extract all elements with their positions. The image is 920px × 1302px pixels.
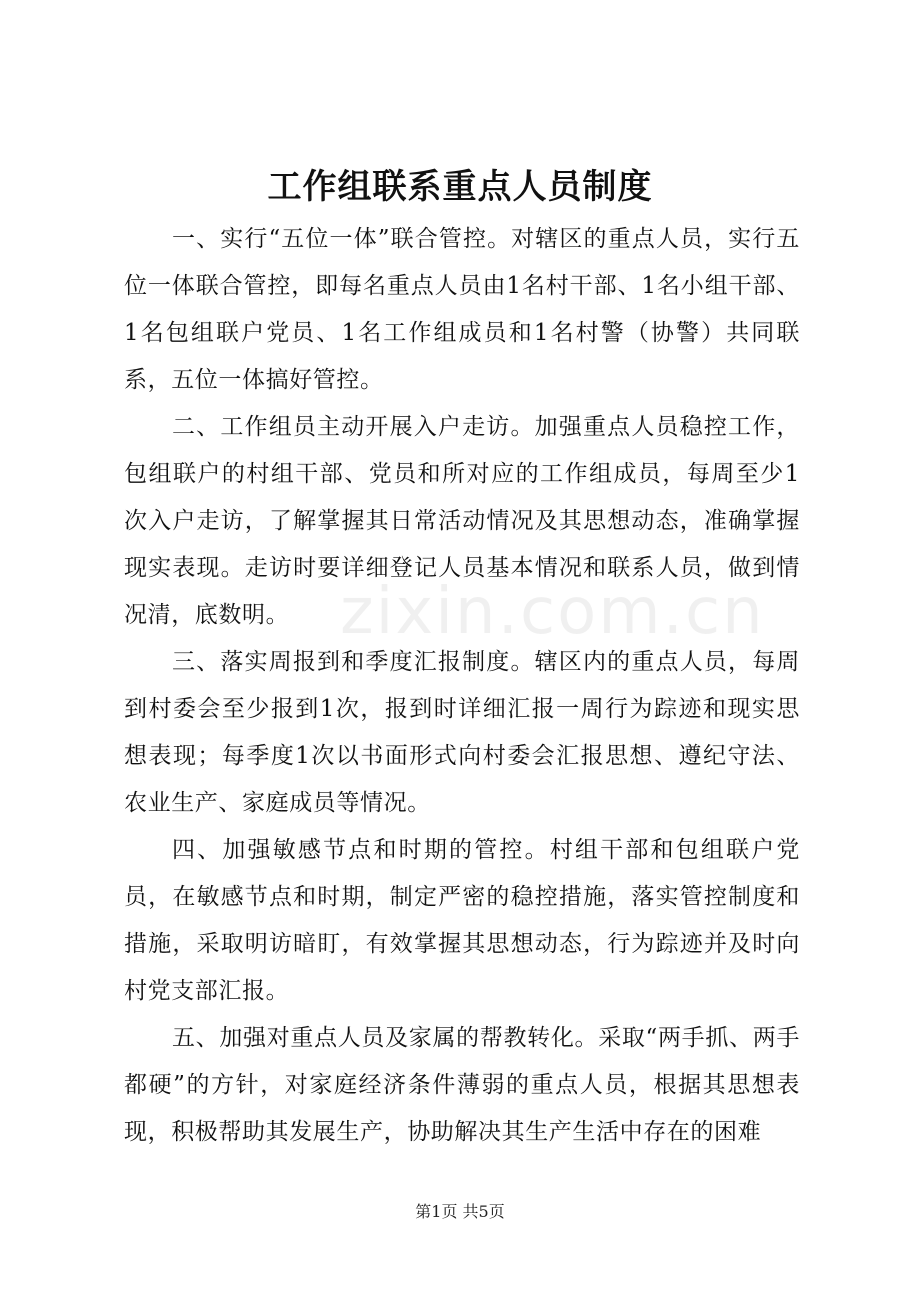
paragraph-5: 五、加强对重点人员及家属的帮教转化。采取“两手抓、两手都硬”的方针，对家庭经济条件薄弱的重点人员，根据其思想表现，积极帮助其发展生产，协助解决其生产生活中存在的困难 (124, 1025, 800, 1145)
paragraph-3: 三、落实周报到和季度汇报制度。辖区内的重点人员，每周到村委会至少报到1次，报到时详细汇报一周行为踪迹和现实思想表现；每季度1次以书面形式向村委会汇报思想、遵纪守法、农业生产、家庭成员等情况。 (124, 649, 800, 816)
watermark: zixin.com.cn (340, 575, 765, 649)
document-body (124, 216, 800, 1156)
document-title: 工作组联系重点人员制度 (267, 167, 653, 207)
paragraph-1: 一、实行“五位一体”联合管控。对辖区的重点人员，实行五位一体联合管控，即每名重点人员由1名村干部、1名小组干部、1名包组联户党员、1名工作组成员和1名村警（协警）共同联系，五位一体搞好管控。 (124, 226, 800, 393)
paragraph-2: 二、工作组员主动开展入户走访。加强重点人员稳控工作，包组联户的村组干部、党员和所对应的工作组成员，每周至少1次入户走访，了解掌握其日常活动情况及其思想动态，准确掌握现实表现。走访时要详细登记人员基本情况和联系人员，做到情况清，底数明。 (124, 414, 800, 628)
paragraph-4: 四、加强敏感节点和时期的管控。村组干部和包组联户党员，在敏感节点和时期，制定严密的稳控措施，落实管控制度和措施，采取明访暗盯，有效掌握其思想动态，行为踪迹并及时向村党支部汇报。 (124, 837, 800, 1004)
page-footer: 第1页 共5页 (415, 1202, 505, 1221)
